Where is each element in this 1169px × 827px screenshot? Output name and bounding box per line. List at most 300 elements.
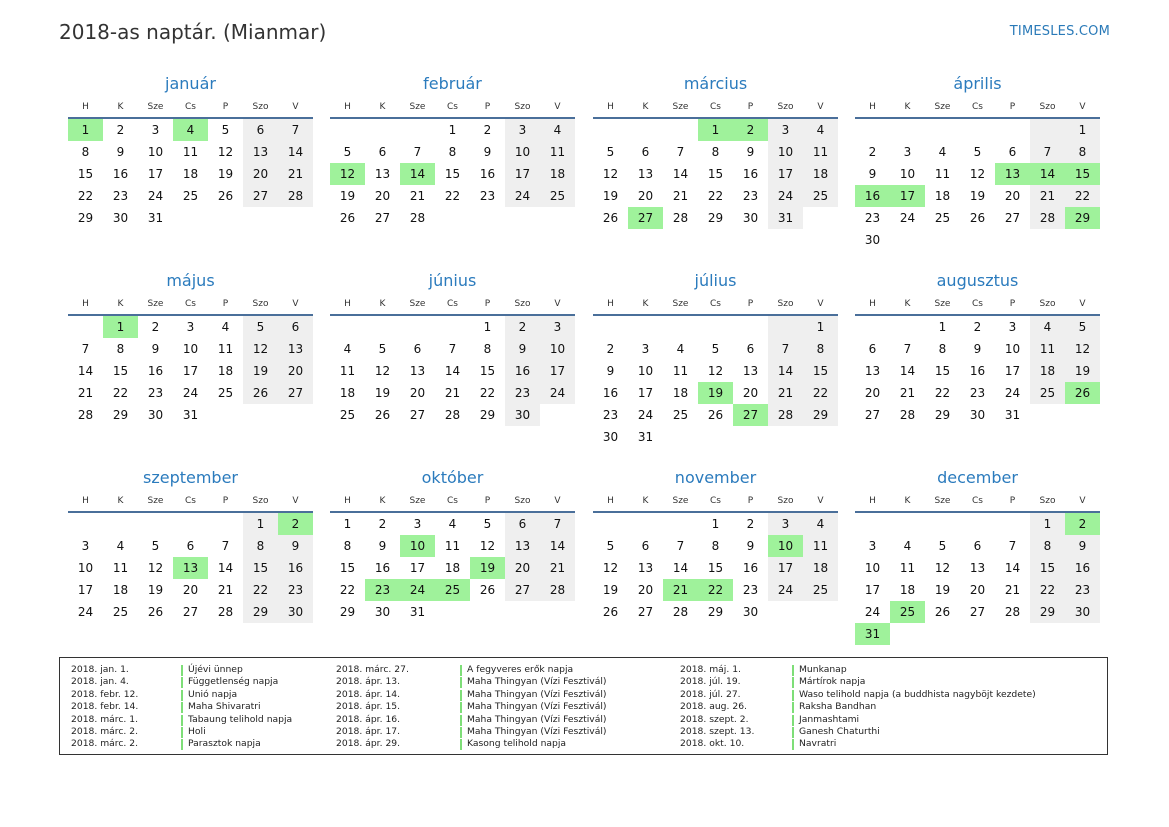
day-cell[interactable]: 18 <box>444 561 461 575</box>
day-cell[interactable]: 11 <box>934 167 951 181</box>
day-cell[interactable]: 26 <box>217 189 234 203</box>
day-cell[interactable]: 7 <box>81 342 90 356</box>
day-cell[interactable]: 22 <box>934 386 951 400</box>
day-cell-holiday[interactable]: 13 <box>995 163 1030 185</box>
day-cell-holiday[interactable]: 17 <box>890 185 925 207</box>
day-cell-holiday[interactable]: 14 <box>400 163 435 185</box>
day-cell[interactable]: 23 <box>742 189 759 203</box>
day-cell[interactable]: 9 <box>483 145 492 159</box>
day-cell[interactable]: 28 <box>77 408 94 422</box>
day-cell[interactable]: 29 <box>707 605 724 619</box>
day-cell[interactable]: 13 <box>243 141 278 163</box>
day-cell[interactable]: 25 <box>1030 382 1065 404</box>
day-cell[interactable]: 6 <box>378 145 387 159</box>
day-cell[interactable]: 30 <box>112 211 129 225</box>
day-cell[interactable]: 17 <box>77 583 94 597</box>
day-cell[interactable]: 26 <box>479 583 496 597</box>
day-cell[interactable]: 17 <box>540 360 575 382</box>
day-cell[interactable]: 8 <box>938 342 947 356</box>
day-cell[interactable]: 25 <box>182 189 199 203</box>
day-cell[interactable]: 15 <box>112 364 129 378</box>
day-cell[interactable]: 3 <box>768 513 803 535</box>
day-cell[interactable]: 28 <box>444 408 461 422</box>
day-cell[interactable]: 6 <box>278 316 313 338</box>
day-cell-holiday[interactable]: 13 <box>173 557 208 579</box>
day-cell[interactable]: 23 <box>742 583 759 597</box>
day-cell[interactable]: 16 <box>147 364 164 378</box>
day-cell[interactable]: 22 <box>1065 185 1100 207</box>
day-cell[interactable]: 30 <box>374 605 391 619</box>
day-cell-holiday[interactable]: 24 <box>400 579 435 601</box>
day-cell[interactable]: 13 <box>969 561 986 575</box>
day-cell[interactable]: 20 <box>374 189 391 203</box>
day-cell[interactable]: 24 <box>505 185 540 207</box>
day-cell[interactable]: 29 <box>339 605 356 619</box>
day-cell[interactable]: 28 <box>217 605 234 619</box>
day-cell[interactable]: 6 <box>505 513 540 535</box>
day-cell[interactable]: 4 <box>343 342 352 356</box>
day-cell[interactable]: 23 <box>1065 579 1100 601</box>
day-cell[interactable]: 4 <box>803 119 838 141</box>
day-cell[interactable]: 24 <box>540 382 575 404</box>
day-cell[interactable]: 13 <box>374 167 391 181</box>
day-cell[interactable]: 9 <box>606 364 615 378</box>
day-cell[interactable]: 11 <box>899 561 916 575</box>
day-cell[interactable]: 27 <box>969 605 986 619</box>
day-cell[interactable]: 24 <box>147 189 164 203</box>
day-cell[interactable]: 11 <box>803 535 838 557</box>
day-cell[interactable]: 25 <box>339 408 356 422</box>
day-cell[interactable]: 22 <box>707 189 724 203</box>
day-cell[interactable]: 5 <box>151 539 160 553</box>
day-cell[interactable]: 18 <box>182 167 199 181</box>
day-cell[interactable]: 17 <box>864 583 881 597</box>
day-cell[interactable]: 3 <box>413 517 422 531</box>
day-cell[interactable]: 7 <box>676 145 685 159</box>
day-cell[interactable]: 6 <box>641 145 650 159</box>
day-cell[interactable]: 18 <box>540 163 575 185</box>
day-cell[interactable]: 12 <box>479 539 496 553</box>
day-cell[interactable]: 13 <box>742 364 759 378</box>
day-cell[interactable]: 1 <box>243 513 278 535</box>
day-cell[interactable]: 16 <box>969 364 986 378</box>
day-cell[interactable]: 4 <box>938 145 947 159</box>
day-cell[interactable]: 27 <box>182 605 199 619</box>
day-cell[interactable]: 11 <box>1030 338 1065 360</box>
day-cell[interactable]: 1 <box>1030 513 1065 535</box>
day-cell-holiday[interactable]: 31 <box>855 623 890 645</box>
day-cell[interactable]: 30 <box>505 404 540 426</box>
day-cell[interactable]: 28 <box>1004 605 1021 619</box>
day-cell[interactable]: 15 <box>243 557 278 579</box>
day-cell[interactable]: 11 <box>339 364 356 378</box>
day-cell[interactable]: 11 <box>540 141 575 163</box>
day-cell[interactable]: 7 <box>278 119 313 141</box>
day-cell[interactable]: 28 <box>1030 207 1065 229</box>
day-cell[interactable]: 3 <box>641 342 650 356</box>
day-cell-holiday[interactable]: 10 <box>400 535 435 557</box>
day-cell[interactable]: 10 <box>1004 342 1021 356</box>
day-cell-holiday[interactable]: 1 <box>698 119 733 141</box>
day-cell[interactable]: 10 <box>637 364 654 378</box>
day-cell[interactable]: 12 <box>602 167 619 181</box>
day-cell[interactable]: 3 <box>540 316 575 338</box>
day-cell[interactable]: 6 <box>413 342 422 356</box>
day-cell[interactable]: 18 <box>803 557 838 579</box>
day-cell[interactable]: 24 <box>182 386 199 400</box>
day-cell[interactable]: 13 <box>637 167 654 181</box>
day-cell-holiday[interactable]: 15 <box>1065 163 1100 185</box>
day-cell-holiday[interactable]: 10 <box>768 535 803 557</box>
day-cell[interactable]: 30 <box>1065 601 1100 623</box>
day-cell[interactable]: 7 <box>903 342 912 356</box>
day-cell[interactable]: 26 <box>374 408 391 422</box>
day-cell[interactable]: 17 <box>147 167 164 181</box>
day-cell[interactable]: 13 <box>637 561 654 575</box>
day-cell[interactable]: 12 <box>374 364 391 378</box>
brand-logo[interactable]: TIMESLES.COM <box>1009 24 1110 39</box>
day-cell[interactable]: 20 <box>742 386 759 400</box>
day-cell[interactable]: 30 <box>147 408 164 422</box>
day-cell-holiday[interactable]: 16 <box>855 185 890 207</box>
day-cell-holiday[interactable]: 2 <box>1065 513 1100 535</box>
day-cell[interactable]: 18 <box>803 163 838 185</box>
day-cell[interactable]: 15 <box>707 167 724 181</box>
day-cell[interactable]: 1 <box>343 517 352 531</box>
day-cell[interactable]: 26 <box>602 605 619 619</box>
day-cell[interactable]: 22 <box>77 189 94 203</box>
day-cell[interactable]: 22 <box>479 386 496 400</box>
day-cell[interactable]: 24 <box>768 185 803 207</box>
day-cell[interactable]: 19 <box>374 386 391 400</box>
day-cell[interactable]: 20 <box>637 583 654 597</box>
day-cell[interactable]: 7 <box>1008 539 1017 553</box>
day-cell[interactable]: 21 <box>409 189 426 203</box>
day-cell[interactable]: 21 <box>1030 185 1065 207</box>
day-cell[interactable]: 14 <box>1004 561 1021 575</box>
day-cell-holiday[interactable]: 2 <box>733 119 768 141</box>
day-cell[interactable]: 27 <box>243 185 278 207</box>
day-cell[interactable]: 8 <box>803 338 838 360</box>
day-cell[interactable]: 29 <box>934 408 951 422</box>
day-cell[interactable]: 8 <box>711 539 720 553</box>
day-cell[interactable]: 1 <box>448 123 457 137</box>
day-cell[interactable]: 6 <box>973 539 982 553</box>
day-cell[interactable]: 19 <box>339 189 356 203</box>
day-cell[interactable]: 5 <box>243 316 278 338</box>
day-cell[interactable]: 2 <box>606 342 615 356</box>
day-cell[interactable]: 9 <box>868 167 877 181</box>
day-cell[interactable]: 13 <box>278 338 313 360</box>
day-cell[interactable]: 31 <box>768 207 803 229</box>
day-cell[interactable]: 26 <box>707 408 724 422</box>
day-cell[interactable]: 23 <box>112 189 129 203</box>
day-cell[interactable]: 31 <box>147 211 164 225</box>
day-cell[interactable]: 25 <box>540 185 575 207</box>
day-cell-holiday[interactable]: 22 <box>698 579 733 601</box>
day-cell[interactable]: 20 <box>409 386 426 400</box>
day-cell[interactable]: 29 <box>77 211 94 225</box>
day-cell[interactable]: 9 <box>378 539 387 553</box>
day-cell[interactable]: 12 <box>217 145 234 159</box>
day-cell[interactable]: 30 <box>864 233 881 247</box>
day-cell[interactable]: 21 <box>540 557 575 579</box>
day-cell[interactable]: 22 <box>803 382 838 404</box>
day-cell[interactable]: 16 <box>505 360 540 382</box>
day-cell[interactable]: 17 <box>1004 364 1021 378</box>
day-cell[interactable]: 17 <box>768 557 803 579</box>
day-cell[interactable]: 24 <box>768 579 803 601</box>
day-cell[interactable]: 24 <box>899 211 916 225</box>
day-cell[interactable]: 4 <box>803 513 838 535</box>
day-cell[interactable]: 28 <box>278 185 313 207</box>
day-cell[interactable]: 20 <box>864 386 881 400</box>
day-cell[interactable]: 30 <box>278 601 313 623</box>
day-cell[interactable]: 2 <box>505 316 540 338</box>
day-cell[interactable]: 31 <box>409 605 426 619</box>
day-cell[interactable]: 29 <box>707 211 724 225</box>
day-cell[interactable]: 3 <box>768 119 803 141</box>
day-cell[interactable]: 22 <box>339 583 356 597</box>
day-cell[interactable]: 18 <box>112 583 129 597</box>
day-cell[interactable]: 20 <box>278 360 313 382</box>
day-cell-holiday[interactable]: 2 <box>278 513 313 535</box>
day-cell[interactable]: 12 <box>707 364 724 378</box>
day-cell[interactable]: 4 <box>540 119 575 141</box>
day-cell[interactable]: 3 <box>505 119 540 141</box>
day-cell[interactable]: 9 <box>505 338 540 360</box>
day-cell[interactable]: 19 <box>147 583 164 597</box>
day-cell[interactable]: 2 <box>746 517 755 531</box>
day-cell[interactable]: 7 <box>448 342 457 356</box>
day-cell[interactable]: 27 <box>374 211 391 225</box>
day-cell[interactable]: 22 <box>112 386 129 400</box>
day-cell[interactable]: 7 <box>540 513 575 535</box>
day-cell-holiday[interactable]: 27 <box>733 404 768 426</box>
day-cell[interactable]: 16 <box>742 167 759 181</box>
day-cell[interactable]: 23 <box>969 386 986 400</box>
day-cell[interactable]: 5 <box>1065 316 1100 338</box>
day-cell[interactable]: 6 <box>746 342 755 356</box>
day-cell[interactable]: 19 <box>969 189 986 203</box>
day-cell[interactable]: 5 <box>378 342 387 356</box>
day-cell[interactable]: 10 <box>768 141 803 163</box>
day-cell[interactable]: 4 <box>221 320 230 334</box>
day-cell[interactable]: 3 <box>1008 320 1017 334</box>
day-cell[interactable]: 5 <box>711 342 720 356</box>
day-cell[interactable]: 9 <box>116 145 125 159</box>
day-cell[interactable]: 1 <box>803 316 838 338</box>
day-cell-holiday[interactable]: 19 <box>470 557 505 579</box>
day-cell[interactable]: 27 <box>505 579 540 601</box>
day-cell-holiday[interactable]: 19 <box>698 382 733 404</box>
day-cell[interactable]: 9 <box>973 342 982 356</box>
day-cell[interactable]: 21 <box>672 189 689 203</box>
day-cell[interactable]: 8 <box>1065 141 1100 163</box>
day-cell[interactable]: 6 <box>641 539 650 553</box>
day-cell[interactable]: 10 <box>147 145 164 159</box>
day-cell[interactable]: 2 <box>973 320 982 334</box>
day-cell[interactable]: 25 <box>803 185 838 207</box>
day-cell[interactable]: 28 <box>672 211 689 225</box>
day-cell[interactable]: 2 <box>151 320 160 334</box>
day-cell-holiday[interactable]: 27 <box>628 207 663 229</box>
day-cell[interactable]: 12 <box>1065 338 1100 360</box>
day-cell[interactable]: 28 <box>409 211 426 225</box>
day-cell[interactable]: 21 <box>768 382 803 404</box>
day-cell[interactable]: 9 <box>1065 535 1100 557</box>
day-cell[interactable]: 4 <box>448 517 457 531</box>
day-cell[interactable]: 14 <box>768 360 803 382</box>
day-cell[interactable]: 8 <box>116 342 125 356</box>
day-cell[interactable]: 21 <box>1004 583 1021 597</box>
day-cell[interactable]: 10 <box>505 141 540 163</box>
day-cell-holiday[interactable]: 12 <box>330 163 365 185</box>
day-cell[interactable]: 27 <box>637 605 654 619</box>
day-cell[interactable]: 7 <box>413 145 422 159</box>
day-cell[interactable]: 14 <box>672 167 689 181</box>
day-cell[interactable]: 19 <box>243 360 278 382</box>
day-cell[interactable]: 26 <box>147 605 164 619</box>
day-cell[interactable]: 11 <box>112 561 129 575</box>
day-cell[interactable]: 22 <box>444 189 461 203</box>
day-cell[interactable]: 21 <box>278 163 313 185</box>
day-cell[interactable]: 28 <box>540 579 575 601</box>
day-cell[interactable]: 8 <box>343 539 352 553</box>
day-cell[interactable]: 17 <box>409 561 426 575</box>
day-cell[interactable]: 3 <box>151 123 160 137</box>
day-cell[interactable]: 12 <box>243 338 278 360</box>
day-cell[interactable]: 11 <box>217 342 234 356</box>
day-cell[interactable]: 9 <box>151 342 160 356</box>
day-cell[interactable]: 17 <box>637 386 654 400</box>
day-cell[interactable]: 2 <box>116 123 125 137</box>
day-cell[interactable]: 6 <box>186 539 195 553</box>
day-cell[interactable]: 16 <box>278 557 313 579</box>
day-cell[interactable]: 30 <box>602 430 619 444</box>
day-cell[interactable]: 7 <box>676 539 685 553</box>
day-cell[interactable]: 25 <box>112 605 129 619</box>
day-cell[interactable]: 9 <box>278 535 313 557</box>
day-cell-holiday[interactable]: 1 <box>103 316 138 338</box>
day-cell[interactable]: 24 <box>1004 386 1021 400</box>
day-cell[interactable]: 25 <box>803 579 838 601</box>
day-cell[interactable]: 21 <box>899 386 916 400</box>
day-cell[interactable]: 10 <box>182 342 199 356</box>
day-cell-holiday[interactable]: 25 <box>890 601 925 623</box>
day-cell[interactable]: 24 <box>77 605 94 619</box>
day-cell[interactable]: 1 <box>711 517 720 531</box>
day-cell[interactable]: 5 <box>606 539 615 553</box>
day-cell[interactable]: 11 <box>803 141 838 163</box>
day-cell[interactable]: 3 <box>81 539 90 553</box>
day-cell[interactable]: 15 <box>707 561 724 575</box>
day-cell[interactable]: 2 <box>378 517 387 531</box>
day-cell[interactable]: 19 <box>602 583 619 597</box>
day-cell[interactable]: 28 <box>899 408 916 422</box>
day-cell-holiday[interactable]: 23 <box>365 579 400 601</box>
day-cell[interactable]: 10 <box>540 338 575 360</box>
day-cell[interactable]: 5 <box>606 145 615 159</box>
day-cell[interactable]: 6 <box>868 342 877 356</box>
day-cell[interactable]: 29 <box>112 408 129 422</box>
day-cell-holiday[interactable]: 4 <box>173 119 208 141</box>
day-cell[interactable]: 27 <box>278 382 313 404</box>
day-cell[interactable]: 9 <box>746 145 755 159</box>
day-cell[interactable]: 4 <box>676 342 685 356</box>
day-cell[interactable]: 7 <box>768 338 803 360</box>
day-cell[interactable]: 12 <box>147 561 164 575</box>
day-cell[interactable]: 9 <box>746 539 755 553</box>
day-cell[interactable]: 26 <box>969 211 986 225</box>
day-cell[interactable]: 16 <box>374 561 391 575</box>
day-cell[interactable]: 8 <box>448 145 457 159</box>
day-cell[interactable]: 15 <box>339 561 356 575</box>
day-cell[interactable]: 18 <box>934 189 951 203</box>
day-cell[interactable]: 6 <box>243 119 278 141</box>
day-cell-holiday[interactable]: 14 <box>1030 163 1065 185</box>
day-cell[interactable]: 29 <box>479 408 496 422</box>
day-cell[interactable]: 18 <box>899 583 916 597</box>
day-cell[interactable]: 19 <box>217 167 234 181</box>
day-cell[interactable]: 8 <box>483 342 492 356</box>
day-cell[interactable]: 1 <box>1065 119 1100 141</box>
day-cell[interactable]: 8 <box>81 145 90 159</box>
day-cell[interactable]: 6 <box>1008 145 1017 159</box>
day-cell[interactable]: 15 <box>803 360 838 382</box>
day-cell[interactable]: 24 <box>864 605 881 619</box>
day-cell[interactable]: 15 <box>444 167 461 181</box>
day-cell[interactable]: 16 <box>112 167 129 181</box>
day-cell[interactable]: 1 <box>938 320 947 334</box>
day-cell[interactable]: 19 <box>934 583 951 597</box>
day-cell[interactable]: 10 <box>899 167 916 181</box>
day-cell[interactable]: 20 <box>1004 189 1021 203</box>
day-cell[interactable]: 30 <box>742 605 759 619</box>
day-cell[interactable]: 28 <box>768 404 803 426</box>
day-cell[interactable]: 4 <box>1030 316 1065 338</box>
day-cell[interactable]: 1 <box>483 320 492 334</box>
day-cell[interactable]: 11 <box>444 539 461 553</box>
day-cell[interactable]: 28 <box>672 605 689 619</box>
day-cell[interactable]: 31 <box>1004 408 1021 422</box>
day-cell[interactable]: 20 <box>243 163 278 185</box>
day-cell[interactable]: 14 <box>899 364 916 378</box>
day-cell-holiday[interactable]: 21 <box>663 579 698 601</box>
day-cell[interactable]: 8 <box>711 145 720 159</box>
day-cell[interactable]: 16 <box>479 167 496 181</box>
day-cell-holiday[interactable]: 26 <box>1065 382 1100 404</box>
day-cell[interactable]: 14 <box>217 561 234 575</box>
day-cell[interactable]: 30 <box>969 408 986 422</box>
day-cell[interactable]: 23 <box>147 386 164 400</box>
day-cell[interactable]: 18 <box>339 386 356 400</box>
day-cell[interactable]: 26 <box>934 605 951 619</box>
day-cell[interactable]: 17 <box>505 163 540 185</box>
day-cell[interactable]: 13 <box>864 364 881 378</box>
day-cell[interactable]: 12 <box>602 561 619 575</box>
day-cell[interactable]: 25 <box>934 211 951 225</box>
day-cell-holiday[interactable]: 25 <box>435 579 470 601</box>
day-cell[interactable]: 2 <box>868 145 877 159</box>
day-cell[interactable]: 21 <box>77 386 94 400</box>
day-cell[interactable]: 17 <box>768 163 803 185</box>
day-cell[interactable]: 27 <box>409 408 426 422</box>
day-cell[interactable]: 31 <box>182 408 199 422</box>
day-cell[interactable]: 15 <box>479 364 496 378</box>
day-cell[interactable]: 15 <box>1030 557 1065 579</box>
day-cell[interactable]: 20 <box>505 557 540 579</box>
